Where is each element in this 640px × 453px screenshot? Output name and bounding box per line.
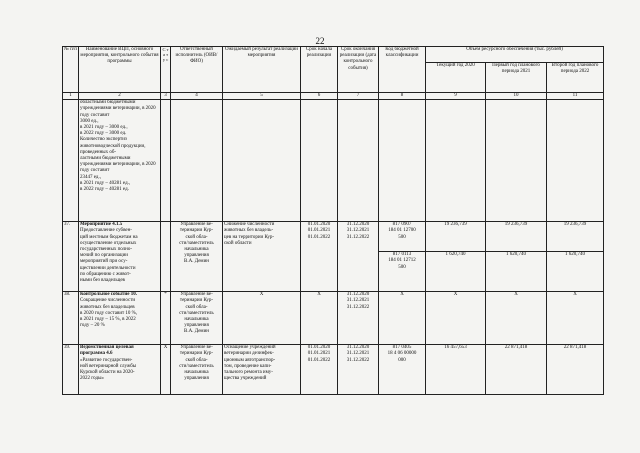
row38-executor: Управление ве- теринарии Кур- ской обла- сти/заместитель начальника управления В.А. Демин — [171, 292, 223, 345]
continuation-row — [63, 100, 604, 222]
col-number: 6 — [301, 93, 338, 100]
row37-2022-b: 1 620,740 — [547, 252, 604, 292]
row38-status: * — [161, 292, 171, 345]
row38-2022: Х — [547, 292, 604, 345]
row39-end: 31.12.2020 31.12.2021 31.12.2022 — [338, 345, 379, 395]
col-number: 7 — [338, 93, 379, 100]
row37-end: 31.12.2020 31.12.2021 31.12.2022 — [338, 222, 379, 292]
row39-num: 39. — [63, 345, 79, 395]
row37-start: 01.01.2020 01.01.2021 01.01.2022 — [301, 222, 338, 292]
col-number: 3 — [161, 93, 171, 100]
row37-code-2: 817 0113 184 01 12712 500 — [379, 252, 426, 292]
table-row-39 — [63, 345, 604, 395]
row39-2022: 22 871,418 — [547, 345, 604, 395]
row37-2021-a: 19 236,739 — [486, 222, 547, 252]
col-number: 11 — [547, 93, 604, 100]
header-result: Ожидаемый результат реализации мероприятия — [223, 47, 301, 93]
row38-name: Контрольное событие 10. Сокращение численности животных без владельцев в 2020 году составит 10 %, в 2021 году – 15 %, в 2022 году – 20 % — [79, 292, 161, 345]
header-2021: Первый год планового периода 2021 — [486, 63, 547, 93]
row37-2020-a: 19 236,739 — [426, 222, 486, 252]
col-number: 9 — [426, 93, 486, 100]
col-number: 1 — [63, 93, 79, 100]
row37-name: Мероприятие 4.1.5 Предоставление субвен- ций местным бюджетам на осуществление отдельных государственных полно- мочий по организации мероприятий при осу- ществлении деятельности по обращению с живот- ными без владельцев — [79, 222, 161, 292]
row37-2020-b: 1 620,740 — [426, 252, 486, 292]
row39-2020: 16 457,653 — [426, 345, 486, 395]
table-row-37 — [63, 222, 604, 252]
row39-executor: Управление ве- теринарии Кур- ской обла- сти/заместитель начальника управления — [171, 345, 223, 395]
row38-2021: Х — [486, 292, 547, 345]
row38-num: 38. — [63, 292, 79, 345]
header-row — [63, 47, 604, 63]
header-end: Срок окончания реализации (дата контрольного события) — [338, 47, 379, 93]
header-2022: Второй год планового периода 2022 — [547, 63, 604, 93]
column-numbers-row — [63, 93, 604, 100]
row39-name: Ведомственная целевая программа 4.6 «Развитие государствен- ной ветеринарной службы Курской области на 2020- 2022 годы» — [79, 345, 161, 395]
header-volume: Объем ресурсного обеспечения (тыс. рублей) — [426, 47, 604, 63]
row38-result: Х — [223, 292, 301, 345]
program-table — [62, 46, 604, 395]
row37-code-1: 817 0907 184 01 12700 500 — [379, 222, 426, 252]
row37-executor: Управление ве- теринарии Кур- ской обла- сти/заместитель начальника управления В.А. Демин — [171, 222, 223, 292]
row39-start: 01.01.2020 01.01.2021 01.01.2022 — [301, 345, 338, 395]
header-code: Код бюджетной классификации — [379, 47, 426, 93]
row37-2021-b: 1 620,740 — [486, 252, 547, 292]
header-executor: Ответственный исполнитель (ОИВ/ФИО) — [171, 47, 223, 93]
table-row-38 — [63, 292, 604, 345]
header-start: Срок начала реализации — [301, 47, 338, 93]
row39-result: Оснащение учреждений ветеринарии дезинфек- ционным автотранспор- том, проведение капи- тального ремонта иму- щества учреждений — [223, 345, 301, 395]
row39-code: 817 0405 18 4 06 00000 000 — [379, 345, 426, 395]
row39-2021: 22 871,418 — [486, 345, 547, 395]
header-name: Наименование ВЦП, основного мероприятия, контрольного события программы — [79, 47, 161, 93]
row37-num: 37. — [63, 222, 79, 292]
header-num: № п/п — [63, 47, 79, 93]
page-number: 22 — [315, 36, 325, 46]
row39-status: Х — [161, 345, 171, 395]
row37-2022-a: 19 236,739 — [547, 222, 604, 252]
header-2020: Текущий год 2020 — [426, 63, 486, 93]
col-number: 2 — [79, 93, 161, 100]
row38-2020: Х — [426, 292, 486, 345]
continuation-text: областными бюджетными учреждениями ветеринарии, в 2020 году составит 3000 ед., в 2021 году – 3000 ед., в 2022 году – 3000 ед. Количество экспертиз животноводческой продукции, проведенных об- ластными бюджетными учреждениями ветеринарии, в 2020 году составит 23447 ед., в 2021 году – 40281 ед., в 2022 году – 40281 ед. — [79, 100, 161, 222]
row38-start: Х — [301, 292, 338, 345]
row37-result: Снижение численности животных без владель- цев на территории Кур- ской области — [223, 222, 301, 292]
col-number: 4 — [171, 93, 223, 100]
col-number: 5 — [223, 93, 301, 100]
col-number: 10 — [486, 93, 547, 100]
row38-code: Х — [379, 292, 426, 345]
col-number: 8 — [379, 93, 426, 100]
row38-end: 31.12.2020 31.12.2021 31.12.2022 — [338, 292, 379, 345]
header-status: С т а т у с — [161, 47, 171, 93]
